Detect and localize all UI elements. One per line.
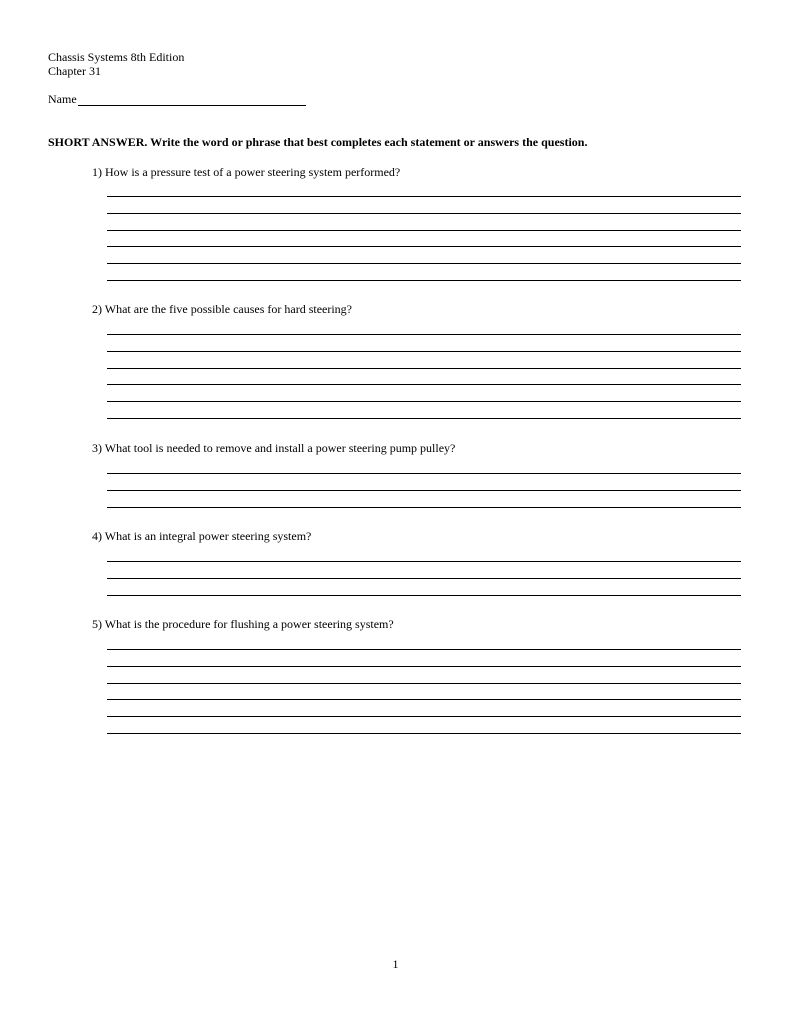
answer-line[interactable] bbox=[107, 280, 741, 281]
name-label: Name bbox=[48, 92, 77, 106]
answer-line[interactable] bbox=[107, 351, 741, 352]
section-instructions: SHORT ANSWER. Write the word or phrase that best completes each statement or answers the question. bbox=[48, 135, 588, 149]
page-number: 1 bbox=[392, 957, 399, 971]
book-title: Chassis Systems 8th Edition bbox=[48, 50, 185, 64]
name-blank-line[interactable] bbox=[78, 93, 306, 106]
answer-line[interactable] bbox=[107, 384, 741, 385]
answer-line[interactable] bbox=[107, 246, 741, 247]
answer-line[interactable] bbox=[107, 716, 741, 717]
answer-line[interactable] bbox=[107, 401, 741, 402]
answer-line[interactable] bbox=[107, 595, 741, 596]
question-1: 1) How is a pressure test of a power steering system performed? bbox=[92, 165, 401, 179]
question-4: 4) What is an integral power steering system? bbox=[92, 529, 312, 543]
answer-line[interactable] bbox=[107, 699, 741, 700]
answer-line[interactable] bbox=[107, 263, 741, 264]
answer-line[interactable] bbox=[107, 213, 741, 214]
answer-line[interactable] bbox=[107, 368, 741, 369]
chapter-label: Chapter 31 bbox=[48, 64, 101, 78]
name-field-row bbox=[48, 92, 306, 106]
answer-line[interactable] bbox=[107, 196, 741, 197]
answer-line[interactable] bbox=[107, 733, 741, 734]
answer-line[interactable] bbox=[107, 649, 741, 650]
answer-line[interactable] bbox=[107, 473, 741, 474]
answer-line[interactable] bbox=[107, 683, 741, 684]
question-2: 2) What are the five possible causes for hard steering? bbox=[92, 302, 353, 316]
answer-line[interactable] bbox=[107, 418, 741, 419]
answer-line[interactable] bbox=[107, 230, 741, 231]
answer-line[interactable] bbox=[107, 507, 741, 508]
answer-line[interactable] bbox=[107, 334, 741, 335]
question-3: 3) What tool is needed to remove and install a power steering pump pulley? bbox=[92, 441, 456, 455]
answer-line[interactable] bbox=[107, 666, 741, 667]
answer-line[interactable] bbox=[107, 578, 741, 579]
answer-line[interactable] bbox=[107, 561, 741, 562]
question-5: 5) What is the procedure for flushing a power steering system? bbox=[92, 617, 394, 631]
answer-line[interactable] bbox=[107, 490, 741, 491]
